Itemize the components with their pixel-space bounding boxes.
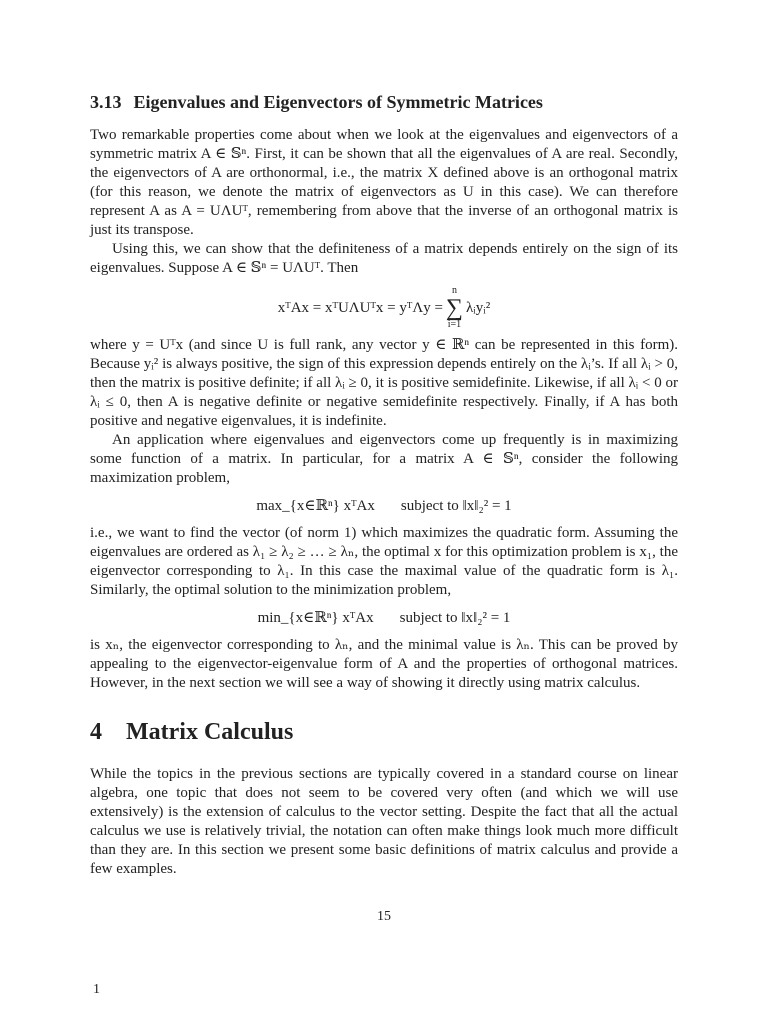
- section-title: Matrix Calculus: [126, 719, 294, 745]
- section-heading: [90, 717, 678, 747]
- paragraph-definiteness: Using this, we can show that the definiteness of a matrix depends entirely on the sign of its eigenvalues. Suppose A ∈ 𝕊ⁿ = UΛUᵀ. Then: [90, 241, 678, 276]
- document-page: [90, 90, 678, 879]
- sum-upper-limit: n: [451, 285, 457, 296]
- paragraph-symmetric-properties: Two remarkable properties come about when we look at the eigenvalues and eigenvectors of a symmetric matrix A ∈ 𝕊ⁿ. First, it can be shown that all the eigenvalues of A are real. Secondly, the eigenvectors of A are orthonormal, i.e., the matrix X defined above is an orthogonal matrix (for this reason, we denote the matrix of eigenvectors as U in this case). We can therefore represent A as A = UΛUᵀ, remembering from above that the inverse of an orthogonal matrix is just its transpose.: [90, 127, 678, 238]
- paragraph-eigen-sign: where y = Uᵀx (and since U is full rank, any vector y ∈ ℝⁿ can be represented in this form). Because yᵢ² is always positive, the sign of this expression depends entirely on the λᵢ’s. If all λᵢ > 0, then the matrix is positive definite; if all λᵢ ≥ 0, it is positive semidefinite. Likewise, if all λᵢ < 0 or λᵢ ≤ 0, then A is negative definite or negative semidefinite respectively. Finally, if A has both positive and negative eigenvalues, it is indefinite.: [90, 337, 678, 429]
- paragraph-application: An application where eigenvalues and eigenvectors come up frequently is in maximizing some function of a matrix. In particular, for a matrix A ∈ 𝕊ⁿ, consider the following maximization problem,: [90, 432, 678, 486]
- sum-symbol: ∑: [445, 295, 464, 321]
- section-number: 4: [90, 719, 102, 745]
- sum-lower-limit: i=1: [447, 319, 462, 330]
- equation-max-objective: max_{x∈ℝⁿ} xᵀAx: [256, 498, 375, 514]
- paragraph-max-solution: i.e., we want to find the vector (of norm 1) which maximizes the quadratic form. Assuming the eigenvalues are ordered as λ₁ ≥ λ₂ ≥ … ≥ λₙ, the optimal x for this optimization problem is x₁, the eigenvector corresponding to λ₁. In this case the maximal value of the quadratic form is λ₁. Similarly, the optimal solution to the minimization problem,: [90, 525, 678, 598]
- subsection-heading: [90, 90, 678, 114]
- equation-quadratic-lhs: xᵀAx = xᵀUΛUᵀx = yᵀΛy =: [277, 300, 443, 316]
- equation-max-constraint: subject to ‖x‖₂² = 1: [400, 498, 512, 514]
- equation-quadratic-form: [90, 282, 678, 334]
- footer-number: 1: [93, 982, 100, 997]
- equation-max-problem: [90, 496, 678, 516]
- subsection-number: 3.13: [90, 92, 122, 112]
- equation-min-objective: min_{x∈ℝⁿ} xᵀAx: [257, 610, 374, 626]
- paragraph-matrix-calculus-intro: While the topics in the previous sections are typically covered in a standard course on linear algebra, one topic that does not seem to be covered very often (and which we will use extensively) is the extension of calculus to the vector setting. Despite the fact that all the actual calculus we use is relatively trivial, the notation can often make things look much more difficult than they are. In this section we present some basic definitions of matrix calculus and provide a few examples.: [90, 766, 678, 877]
- paragraph-min-solution: is xₙ, the eigenvector corresponding to λₙ, and the minimal value is λₙ. This can be proved by appealing to the eigenvector-eigenvalue form of A and the properties of orthogonal matrices. However, in the next section we will see a way of showing it directly using matrix calculus.: [90, 637, 678, 691]
- equation-min-constraint: subject to ‖x‖₂² = 1: [399, 610, 511, 626]
- equation-quadratic-term: λᵢyᵢ²: [466, 300, 491, 316]
- page-number: 15: [377, 909, 391, 924]
- equation-min-problem: [90, 608, 678, 628]
- summation: [446, 286, 463, 330]
- subsection-title: Eigenvalues and Eigenvectors of Symmetric Matrices: [133, 92, 543, 112]
